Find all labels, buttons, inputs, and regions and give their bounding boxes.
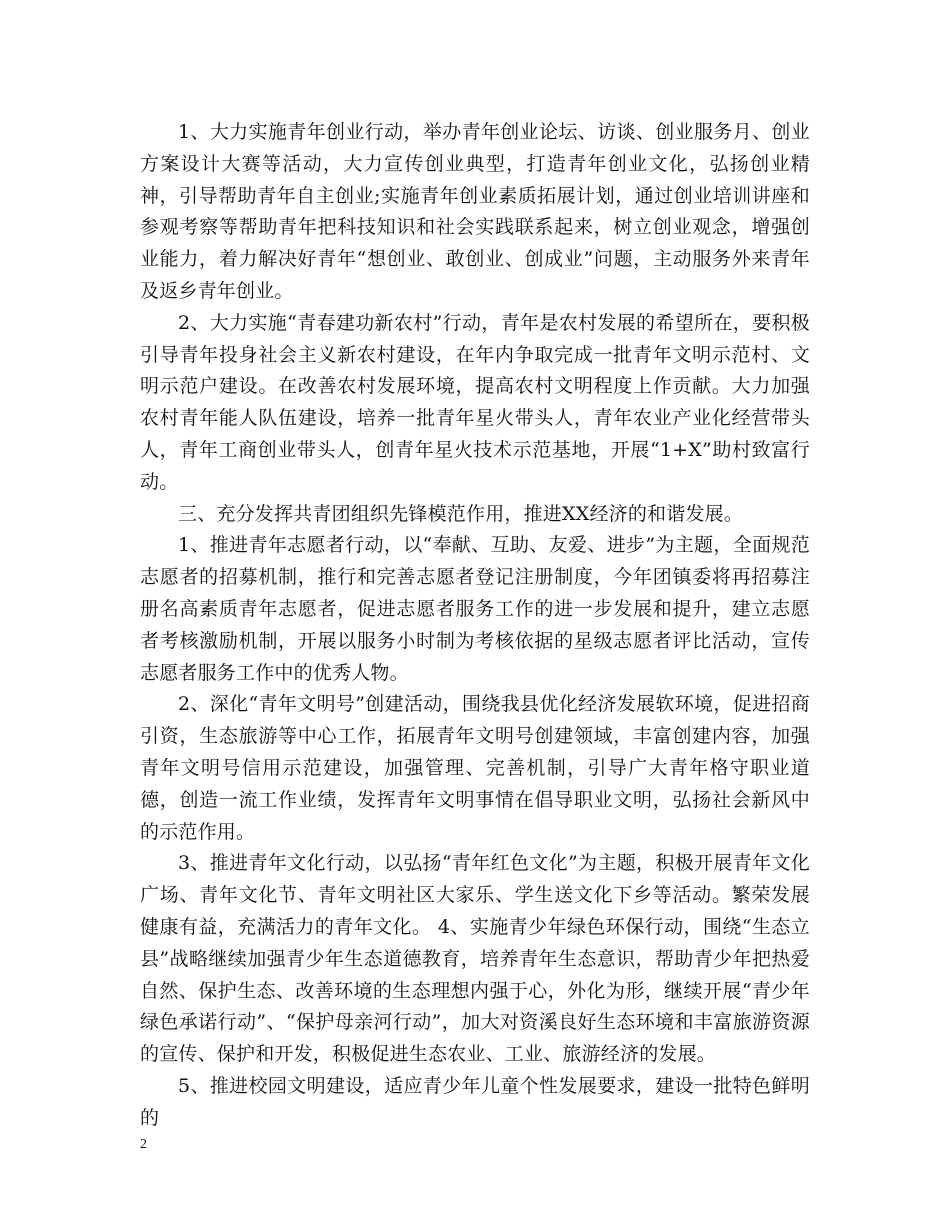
document-body (140, 117, 810, 1135)
paragraph-6: 5、推进校园文明建设，适应青少年儿童个性发展要求，建设一批特色鲜明的 (140, 1074, 810, 1129)
page-number: 2 (140, 1137, 147, 1152)
paragraph-2: 2、大力实施“青春建功新农村”行动，青年是农村发展的希望所在，要积极引导青年投身社会主义新农村建设，在年内争取完成一批青年文明示范村、文明示范户建设。在改善农村发展环境，提高农村文明程度上作贡献。大力加强农村青年能人队伍建设，培养一批青年星火带头人，青年农业产业化经营带头人，青年工商创业带头人，创青年星火技术示范基地，开展“1+X”助村致富行动。 (140, 311, 810, 493)
section-heading: 三、充分发挥共青团组织先锋模范作用，推进XX经济的和谐发展。 (178, 502, 744, 525)
paragraph-5: 3、推进青年文化行动，以弘扬“青年红色文化”为主题，积极开展青年文化广场、青年文化节、青年文明社区大家乐、学生送文化下乡等活动。繁荣发展健康有益，充满活力的青年文化。 4、实施青少年绿色环保行动，围绕“生态立县”战略继续加强青少年生态道德教育，培养青年生态意识，帮助青少年把热爱自然、保护生态、改善环境的生态理想内强于心，外化为形，继续开展“青少年绿色承诺行动”、“保护母亲河行动”，加大对资溪良好生态环境和丰富旅游资源的宣传、保护和开发，积极促进生态农业、工业、旅游经济的发展。 (140, 852, 810, 1066)
paragraph-1: 1、大力实施青年创业行动，举办青年创业论坛、访谈、创业服务月、创业方案设计大赛等活动，大力宣传创业典型，打造青年创业文化，弘扬创业精神，引导帮助青年自主创业;实施青年创业素质拓展计划，通过创业培训讲座和参观考察等帮助青年把科技知识和社会实践联系起来，树立创业观念，增强创业能力，着力解决好青年“想创业、敢创业、创成业”问题，主动服务外来青年及返乡青年创业。 (140, 121, 810, 302)
paragraph-3: 1、推进青年志愿者行动，以“奉献、互助、友爱、进步”为主题，全面规范志愿者的招募机制，推行和完善志愿者登记注册制度，今年团镇委将再招募注册名高素质青年志愿者，促进志愿者服务工作的进一步发展和提升，建立志愿者考核激励机制，开展以服务小时制为考核依据的星级志愿者评比活动，宣传志愿者服务工作中的优秀人物。 (140, 534, 810, 684)
paragraph-4: 2、深化“青年文明号”创建活动，围绕我县优化经济发展软环境，促进招商引资，生态旅游等中心工作，拓展青年文明号创建领域，丰富创建内容，加强青年文明号信用示范建设，加强管理、完善机制，引导广大青年格守职业道德，创造一流工作业绩，发挥青年文明事情在倡导职业文明，弘扬社会新风中的示范作用。 (140, 693, 810, 843)
